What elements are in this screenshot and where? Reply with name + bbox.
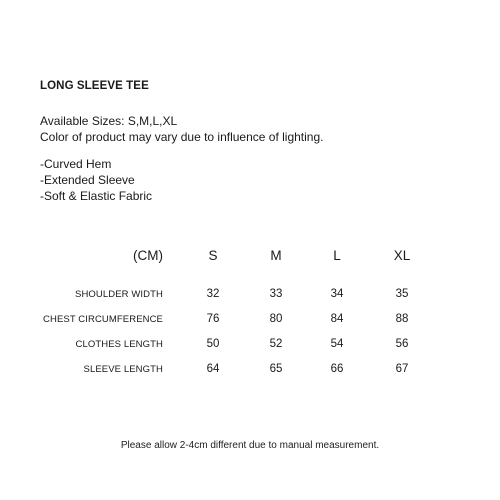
table-cell: 66: [330, 363, 344, 375]
table-cell: 64: [206, 363, 220, 375]
feature-item: -Extended Sleeve: [40, 173, 135, 187]
size-header-l: L: [333, 248, 341, 263]
table-cell: 54: [330, 338, 344, 350]
table-cell: 65: [269, 363, 283, 375]
table-cell: 52: [269, 338, 283, 350]
table-cell: 80: [269, 313, 283, 325]
table-cell: 33: [269, 288, 283, 300]
available-sizes-text: Available Sizes: S,M,L,XL: [40, 114, 178, 128]
row-label-shoulder-width: SHOULDER WIDTH: [75, 289, 163, 300]
color-disclaimer-text: Color of product may vary due to influence of lighting.: [40, 130, 324, 144]
size-header-xl: XL: [393, 248, 411, 263]
row-label-sleeve-length: SLEEVE LENGTH: [83, 364, 163, 375]
table-cell: 56: [395, 338, 409, 350]
table-cell: 32: [206, 288, 220, 300]
table-cell: 50: [206, 338, 220, 350]
table-cell: 34: [330, 288, 344, 300]
product-title: LONG SLEEVE TEE: [40, 80, 149, 92]
size-header-m: M: [270, 248, 282, 263]
feature-item: -Soft & Elastic Fabric: [40, 189, 153, 203]
row-label-chest-circumference: CHEST CIRCUMFERENCE: [43, 314, 163, 325]
table-cell: 67: [395, 363, 409, 375]
unit-header: (CM): [133, 248, 163, 263]
measurement-note: Please allow 2-4cm different due to manual measurement.: [120, 440, 380, 451]
table-cell: 84: [330, 313, 344, 325]
table-cell: 88: [395, 313, 409, 325]
row-label-clothes-length: CLOTHES LENGTH: [75, 339, 163, 350]
feature-item: -Curved Hem: [40, 157, 112, 171]
table-cell: 35: [395, 288, 409, 300]
table-cell: 76: [206, 313, 220, 325]
size-header-s: S: [208, 248, 218, 263]
